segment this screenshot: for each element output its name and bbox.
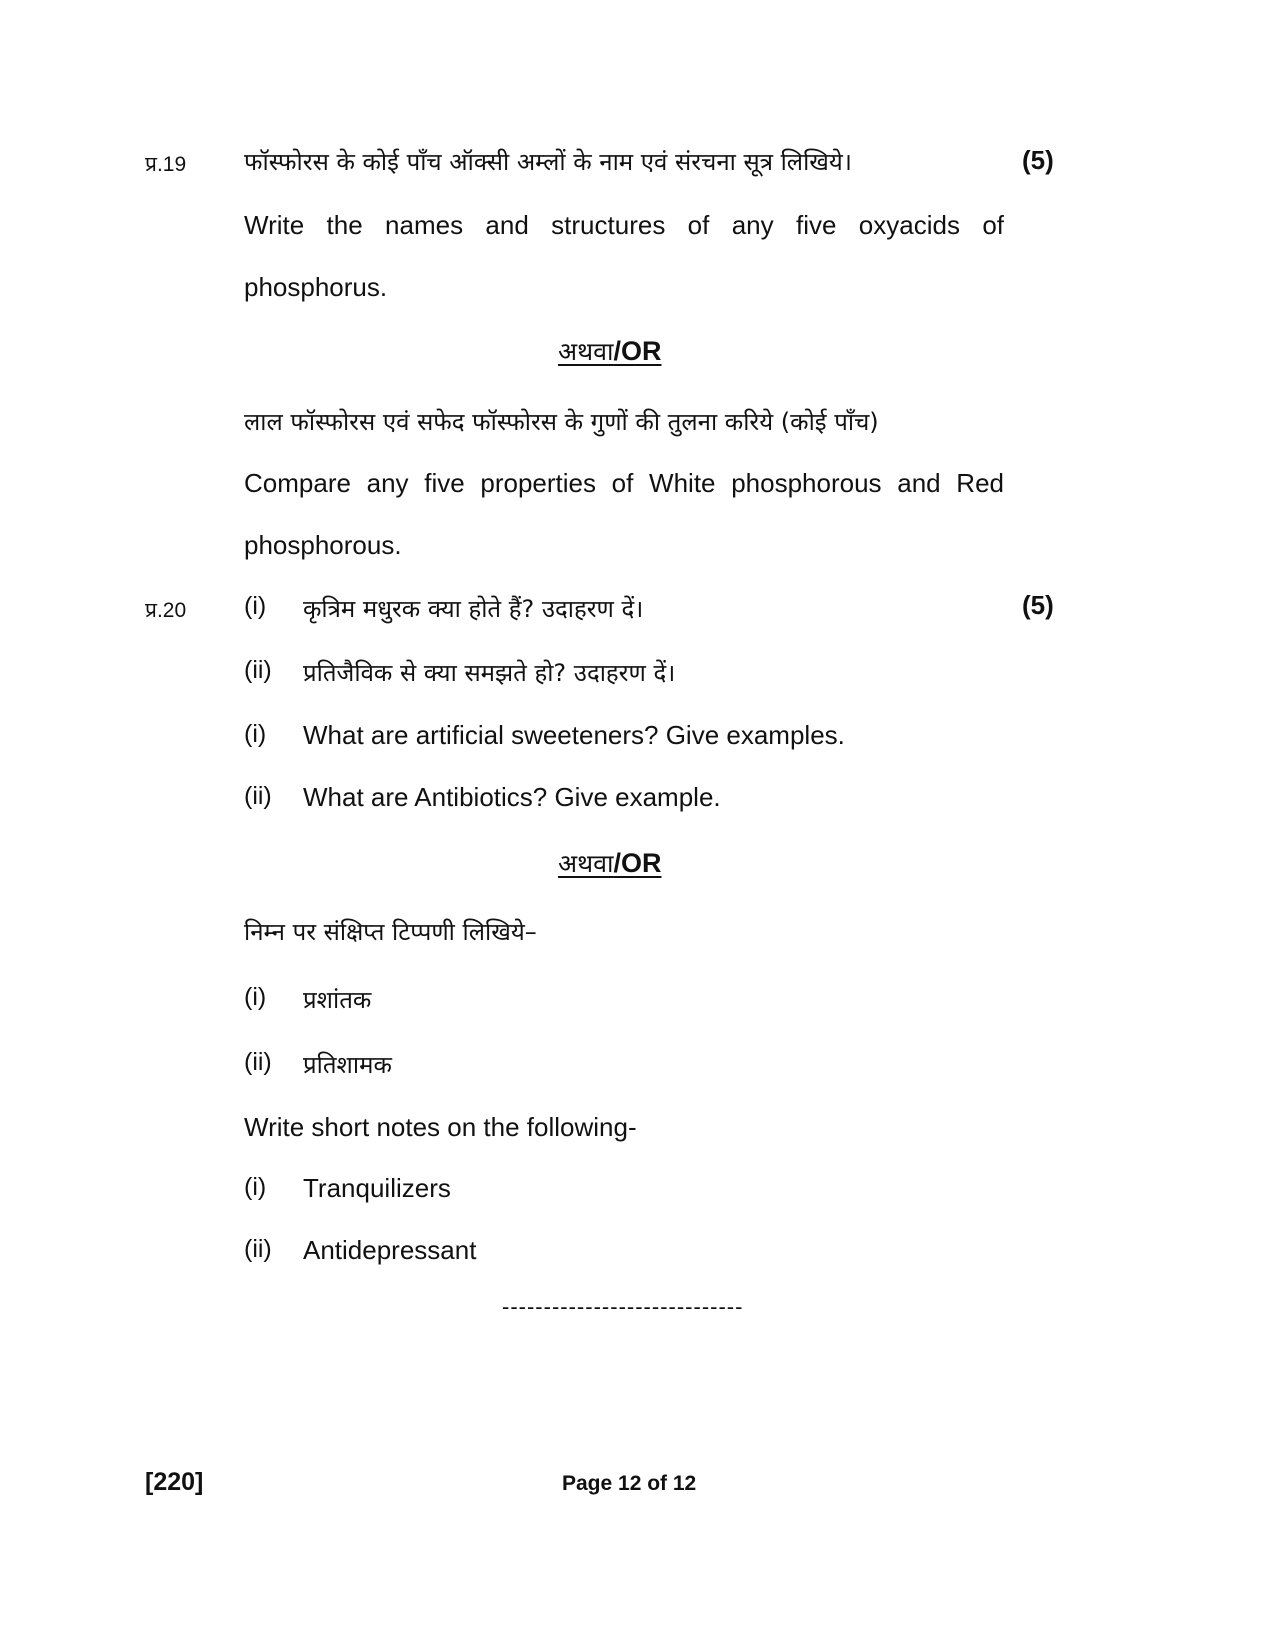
q19-hindi-text: फॉस्फोरस के कोई पाँच ऑक्सी अम्लों के नाम एवं संरचना सूत्र लिखिये। <box>244 148 852 176</box>
q20-alt-hindi-item-label: (ii) <box>244 1048 272 1076</box>
q20-alt-english-item-label: (ii) <box>244 1235 272 1263</box>
q20-alt-english-item-text: Antidepressant <box>303 1235 477 1265</box>
q20-english-item-label: (i) <box>244 720 267 748</box>
q19-marks: (5) <box>1022 145 1054 175</box>
or-heading-2 <box>558 846 661 880</box>
or-heading-hindi: अथवा <box>558 337 614 366</box>
q20-alt-hindi-item-text: प्रशांतक <box>303 986 372 1014</box>
q20-hindi-item-text: प्रतिजैविक से क्या समझते हो? उदाहरण दें। <box>303 659 676 687</box>
question-number-20: प्र.20 <box>145 599 187 622</box>
or-heading-english: /OR <box>613 336 662 366</box>
q20-marks: (5) <box>1022 590 1054 620</box>
q19-english-line-2: phosphorus. <box>244 272 388 302</box>
end-divider: ----------------------------- <box>502 1294 744 1319</box>
q20-alt-hindi-item-label: (i) <box>244 983 267 1011</box>
q20-alt-english-item-text: Tranquilizers <box>303 1173 451 1203</box>
q20-english-item-text: What are artificial sweeteners? Give examples. <box>303 720 845 750</box>
paper-code: [220] <box>145 1468 204 1496</box>
q20-alt-hindi-item-text: प्रतिशामक <box>303 1051 392 1079</box>
or-heading-hindi: अथवा <box>558 849 614 878</box>
q20-english-item-text: What are Antibiotics? Give example. <box>303 782 721 812</box>
q19-alt-hindi-text: लाल फॉस्फोरस एवं सफेद फॉस्फोरस के गुणों की तुलना करिये (कोई पाँच) <box>244 408 879 436</box>
q20-english-item-label: (ii) <box>244 782 272 810</box>
question-number-19: प्र.19 <box>145 153 187 176</box>
q19-english-line-1: Write the names and structures of any five oxyacids of <box>244 210 1004 240</box>
q20-hindi-item-label: (i) <box>244 592 267 620</box>
or-heading-1 <box>558 334 661 368</box>
q19-alt-english-line-2: phosphorous. <box>244 530 402 560</box>
q20-hindi-item-text: कृत्रिम मधुरक क्या होते हैं? उदाहरण दें। <box>303 595 644 623</box>
page-number: Page 12 of 12 <box>562 1472 697 1495</box>
q20-alt-intro-english: Write short notes on the following- <box>244 1112 637 1142</box>
q19-alt-english-line-1: Compare any five properties of White phosphorous and Red <box>244 468 1004 498</box>
q20-hindi-item-label: (ii) <box>244 656 272 684</box>
or-heading-english: /OR <box>613 848 662 878</box>
q20-alt-english-item-label: (i) <box>244 1173 267 1201</box>
q20-alt-intro-hindi: निम्न पर संक्षिप्त टिप्पणी लिखिये– <box>244 918 537 946</box>
